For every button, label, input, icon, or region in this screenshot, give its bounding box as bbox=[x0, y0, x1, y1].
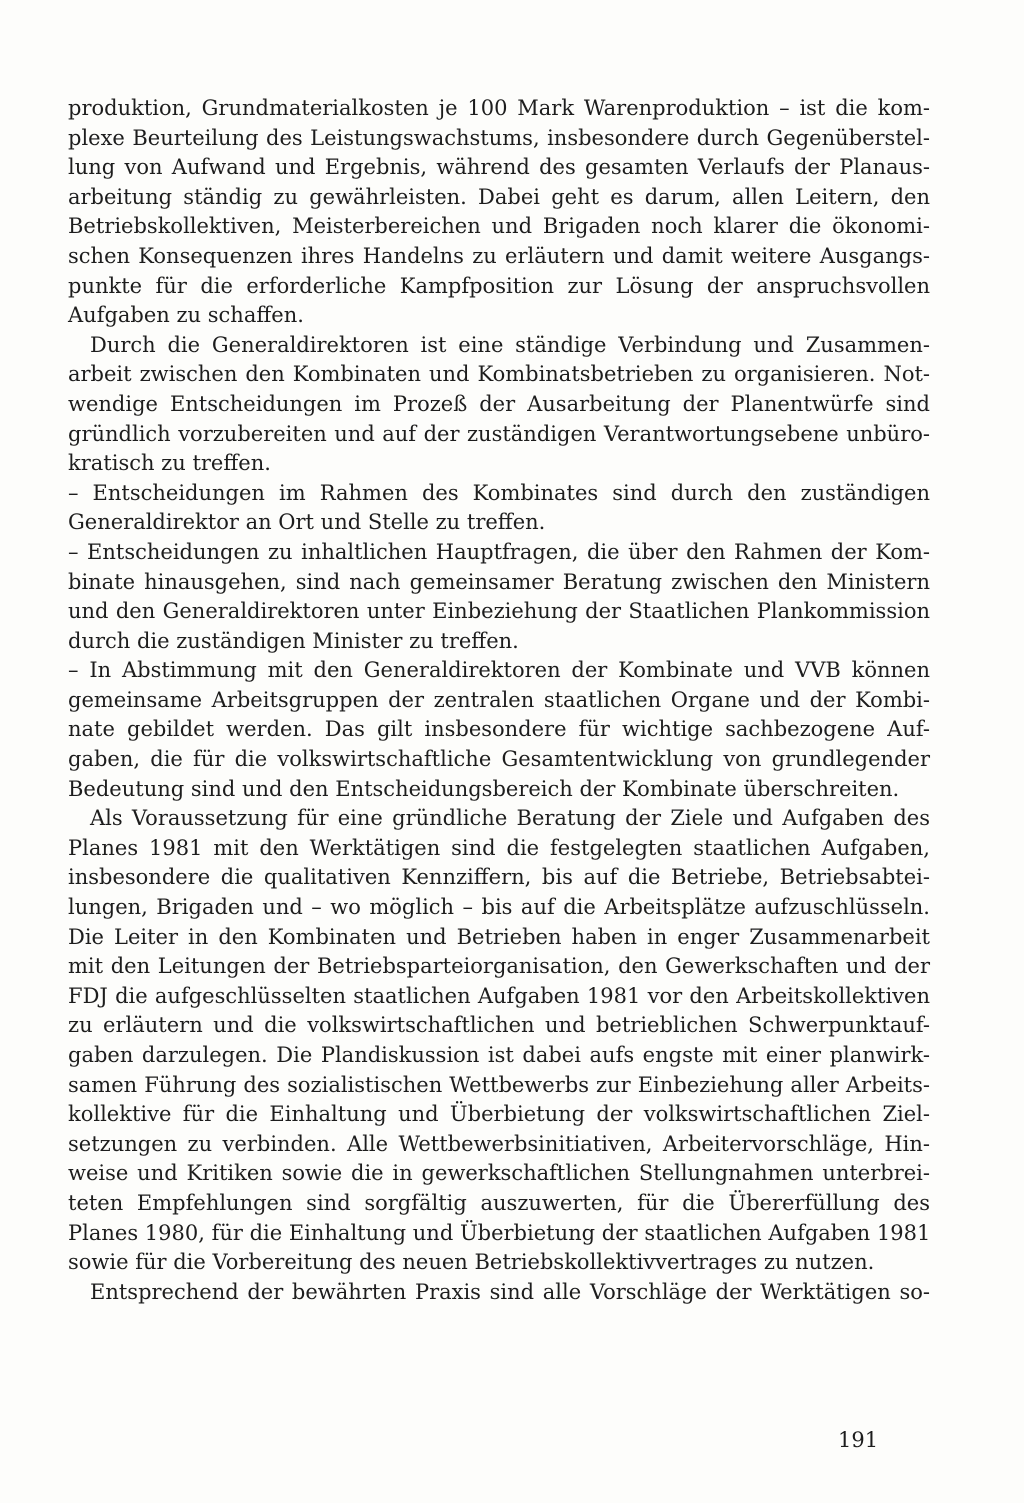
text-line: Die Leiter in den Kombinaten und Betrieben haben in enger Zusammenarbeit bbox=[68, 924, 930, 949]
text-line: gründlich vorzubereiten und auf der zuständigen Verantwortungsebene unbüro- bbox=[68, 421, 930, 446]
text-line: mit den Leitungen der Betriebsparteiorganisation, den Gewerkschaften und der bbox=[68, 954, 930, 979]
text-line: binate hinausgehen, sind nach gemeinsamer Beratung zwischen den Ministern bbox=[68, 569, 930, 594]
text-line: teten Empfehlungen sind sorgfältig auszuwerten, für die Übererfüllung des bbox=[68, 1190, 930, 1215]
text-line: gaben darzulegen. Die Plandiskussion ist dabei aufs engste mit einer planwirk- bbox=[68, 1043, 930, 1067]
body-text bbox=[68, 94, 930, 1307]
text-line: Bedeutung sind und den Entscheidungsbereich der Kombinate überschreiten. bbox=[68, 776, 900, 801]
text-line: Aufgaben zu schaffen. bbox=[68, 303, 304, 328]
page-number: 191 bbox=[838, 1428, 879, 1452]
text-line: durch die zuständigen Minister zu treffen. bbox=[68, 628, 519, 653]
text-line: gaben, die für die volkswirtschaftliche Gesamtentwicklung von grundlegender bbox=[68, 747, 930, 772]
text-line: produktion, Grundmaterialkosten je 100 Mark Warenproduktion – ist die kom- bbox=[68, 96, 930, 120]
text-line: arbeitung ständig zu gewährleisten. Dabei geht es darum, allen Leitern, den bbox=[68, 184, 930, 209]
text-line: Planes 1981 mit den Werktätigen sind die festgelegten staatlichen Aufgaben, bbox=[68, 835, 930, 860]
text-line: Betriebskollektiven, Meisterbereichen und Brigaden noch klarer die ökonomi- bbox=[68, 214, 930, 239]
text-line: – Entscheidungen zu inhaltlichen Hauptfragen, die über den Rahmen der Kom- bbox=[68, 539, 930, 564]
text-line: – Entscheidungen im Rahmen des Kombinates sind durch den zuständigen bbox=[68, 480, 930, 505]
text-line: Als Voraussetzung für eine gründliche Beratung der Ziele und Aufgaben des bbox=[90, 806, 930, 831]
text-line: Entsprechend der bewährten Praxis sind alle Vorschläge der Werktätigen so- bbox=[90, 1279, 930, 1304]
text-line: setzungen zu verbinden. Alle Wettbewerbsinitiativen, Arbeitervorschläge, Hin- bbox=[68, 1131, 930, 1156]
text-line: wendige Entscheidungen im Prozeß der Ausarbeitung der Planentwürfe sind bbox=[68, 391, 930, 416]
text-line: sowie für die Vorbereitung des neuen Betriebskollektivvertrages zu nutzen. bbox=[68, 1250, 875, 1275]
text-line: zu erläutern und die volkswirtschaftlichen und betrieblichen Schwerpunktauf- bbox=[68, 1013, 930, 1038]
text-line: kollektive für die Einhaltung und Überbietung der volkswirtschaftlichen Ziel- bbox=[68, 1102, 930, 1127]
text-line: weise und Kritiken sowie die in gewerkschaftlichen Stellungnahmen unterbrei- bbox=[68, 1161, 930, 1186]
text-line: Durch die Generaldirektoren ist eine ständige Verbindung und Zusammen- bbox=[90, 332, 930, 357]
text-line: FDJ die aufgeschlüsselten staatlichen Aufgaben 1981 vor den Arbeitskollektiven bbox=[68, 983, 930, 1008]
text-line: plexe Beurteilung des Leistungswachstums, insbesondere durch Gegenüberstel- bbox=[68, 125, 930, 150]
text-line: insbesondere die qualitativen Kennziffern, bis auf die Betriebe, Betriebsabtei- bbox=[68, 865, 930, 890]
text-line: Planes 1980, für die Einhaltung und Überbietung der staatlichen Aufgaben 1981 bbox=[68, 1220, 931, 1245]
text-line: Generaldirektor an Ort und Stelle zu treffen. bbox=[68, 510, 546, 535]
text-line: lungen, Brigaden und – wo möglich – bis auf die Arbeitsplätze aufzuschlüsseln. bbox=[68, 895, 930, 920]
text-line: schen Konsequenzen ihres Handelns zu erläutern und damit weitere Ausgangs- bbox=[68, 243, 930, 268]
text-line: und den Generaldirektoren unter Einbeziehung der Staatlichen Plankommission bbox=[68, 599, 930, 624]
text-line: lung von Aufwand und Ergebnis, während des gesamten Verlaufs der Planaus- bbox=[68, 155, 930, 180]
text-line: samen Führung des sozialistischen Wettbewerbs zur Einbeziehung aller Arbeits- bbox=[68, 1072, 930, 1097]
text-line: – In Abstimmung mit den Generaldirektoren der Kombinate und VVB können bbox=[68, 658, 930, 683]
text-line: punkte für die erforderliche Kampfposition zur Lösung der anspruchsvollen bbox=[68, 273, 930, 298]
text-line: arbeit zwischen den Kombinaten und Kombinatsbetrieben zu organisieren. Not- bbox=[68, 362, 930, 387]
text-line: kratisch zu treffen. bbox=[68, 451, 271, 476]
text-line: gemeinsame Arbeitsgruppen der zentralen staatlichen Organe und der Kombi- bbox=[68, 687, 930, 712]
text-line: nate gebildet werden. Das gilt insbesondere für wichtige sachbezogene Auf- bbox=[68, 717, 930, 742]
